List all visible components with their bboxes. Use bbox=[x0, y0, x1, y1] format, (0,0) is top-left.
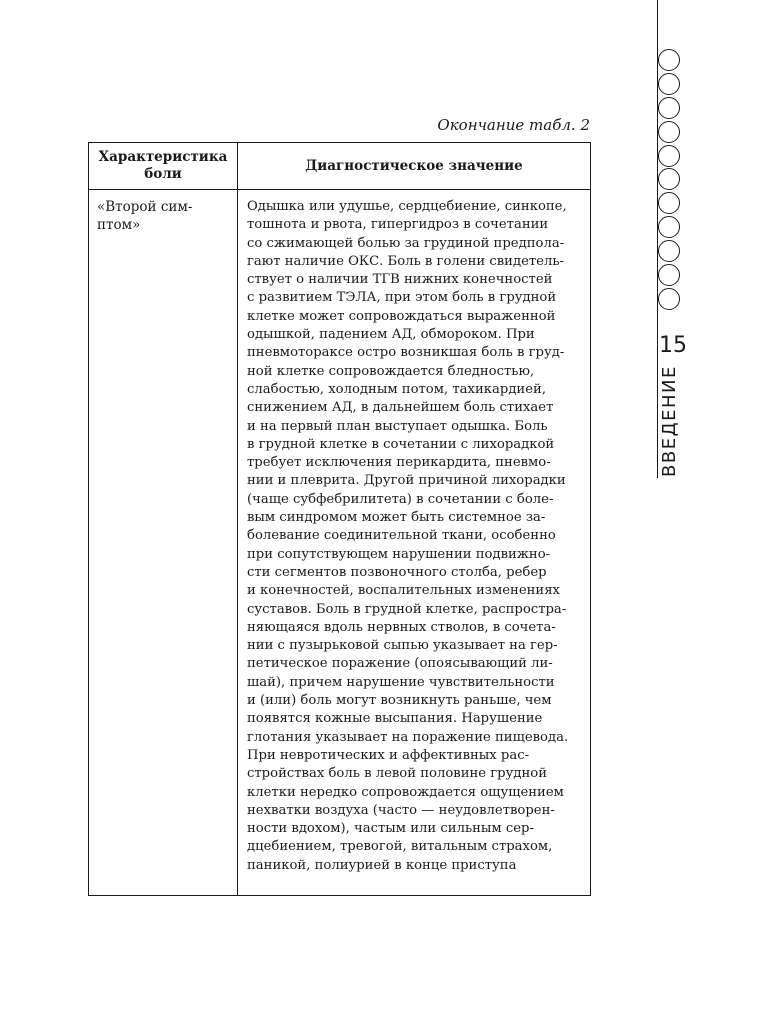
diagnostic-text bbox=[247, 198, 582, 875]
decorative-circle-column bbox=[658, 49, 684, 312]
diagnostic-text-line: одышкой, падением АД, обмороком. При bbox=[247, 327, 535, 343]
diagnostic-text-line: появятся кожные высыпания. Нарушение bbox=[247, 711, 543, 727]
diagnostic-text-line: шай), причем нарушение чувствительности bbox=[247, 674, 555, 690]
diagnostic-text-line: ности вдохом), частым или сильным сер- bbox=[247, 821, 534, 837]
header-diagnostic-value: Диагностическое значение bbox=[238, 143, 591, 190]
decorative-circle-icon bbox=[658, 264, 680, 286]
diagnostic-text-line: в грудной клетке в сочетании с лихорадкой bbox=[247, 436, 555, 452]
diagnostic-text-line: гают наличие ОКС. Боль в голени свидетель- bbox=[247, 253, 564, 269]
diagnostic-text-line: снижением АД, в дальнейшем боль стихает bbox=[247, 400, 554, 416]
diagnostic-text-line: нехватки воздуха (часто — неудовлетворен- bbox=[247, 802, 555, 818]
diagnostic-text-line: пневмотораксе остро возникшая боль в груд- bbox=[247, 345, 565, 361]
diagnostic-text-line: и (или) боль могут возникнуть раньше, чем bbox=[247, 693, 552, 709]
decorative-circle-icon bbox=[658, 73, 680, 95]
diagnostic-text-line: сти сегментов позвоночного столба, ребер bbox=[247, 564, 547, 580]
diagnostic-text-line: со сжимающей болью за грудиной предпола- bbox=[247, 235, 565, 251]
diagnostic-text-line: болевание соединительной ткани, особенно bbox=[247, 528, 556, 544]
page-number: 15 bbox=[659, 333, 687, 358]
table-row bbox=[89, 190, 591, 896]
diagnostic-text-line: дцебиением, тревогой, витальным страхом, bbox=[247, 839, 553, 855]
section-title: ВВЕДЕНИЕ bbox=[659, 365, 680, 477]
diagnostic-text-line: тошнота и рвота, гипергидроз в сочетании bbox=[247, 217, 549, 233]
cell-diagnostic-value bbox=[238, 190, 591, 896]
diagnostic-text-line: клетке может сопровождаться выраженной bbox=[247, 308, 556, 324]
diagnostic-text-line: требует исключения перикардита, пневмо- bbox=[247, 455, 551, 471]
diagnostic-text-line: При невротических и аффективных рас- bbox=[247, 747, 530, 763]
diagnostic-text-line: клетки нередко сопровождается ощущением bbox=[247, 784, 564, 800]
diagnostic-text-line: ствует о наличии ТГВ нижних конечностей bbox=[247, 272, 553, 288]
diagnostic-text-line: нии и плеврита. Другой причиной лихорадки bbox=[247, 473, 566, 489]
decorative-circle-icon bbox=[658, 288, 680, 310]
diagnostic-text-line: няющаяся вдоль нервных стволов, в сочета- bbox=[247, 619, 556, 635]
diagnostic-text-line: паникой, полиурией в конце приступа bbox=[247, 857, 517, 873]
header-characteristic: Характеристика боли bbox=[89, 143, 238, 190]
decorative-circle-icon bbox=[658, 192, 680, 214]
cell-characteristic bbox=[89, 190, 238, 896]
diagnostic-text-line: (чаще субфебрилитета) в сочетании с боле- bbox=[247, 491, 554, 507]
diagnostic-text-line: суставов. Боль в грудной клетке, распростра- bbox=[247, 601, 567, 617]
diagnostic-text-line: и на первый план выступает одышка. Боль bbox=[247, 418, 548, 434]
diagnostic-text-line: слабостью, холодным потом, тахикардией, bbox=[247, 381, 547, 397]
decorative-circle-icon bbox=[658, 49, 680, 71]
decorative-circle-icon bbox=[658, 216, 680, 238]
diagnostic-text-line: петическое поражение (опоясывающий ли- bbox=[247, 656, 553, 672]
diagnostic-table bbox=[88, 142, 591, 896]
diagnostic-text-line: Одышка или удушье, сердцебиение, синкопе, bbox=[247, 199, 567, 214]
diagnostic-text-line: и конечностей, воспалительных изменениях bbox=[247, 583, 560, 599]
decorative-circle-icon bbox=[658, 121, 680, 143]
diagnostic-text-line: вым синдромом может быть системное за- bbox=[247, 510, 546, 526]
characteristic-text: «Второй сим- птом» bbox=[97, 199, 193, 234]
table-caption: Окончание табл. 2 bbox=[437, 116, 590, 134]
decorative-circle-icon bbox=[658, 97, 680, 119]
decorative-circle-icon bbox=[658, 240, 680, 262]
diagnostic-text-line: нии с пузырьковой сыпью указывает на гер- bbox=[247, 638, 558, 654]
diagnostic-text-line: глотания указывает на поражение пищевода. bbox=[247, 729, 569, 745]
decorative-circle-icon bbox=[658, 168, 680, 190]
diagnostic-text-line: с развитием ТЭЛА, при этом боль в грудной bbox=[247, 290, 557, 306]
diagnostic-text-line: при сопутствующем нарушении подвижно- bbox=[247, 546, 551, 562]
decorative-circle-icon bbox=[658, 145, 680, 167]
diagnostic-text-line: ной клетке сопровождается бледностью, bbox=[247, 363, 535, 379]
table-header-row bbox=[89, 143, 591, 190]
diagnostic-text-line: стройствах боль в левой половине грудной bbox=[247, 766, 548, 782]
